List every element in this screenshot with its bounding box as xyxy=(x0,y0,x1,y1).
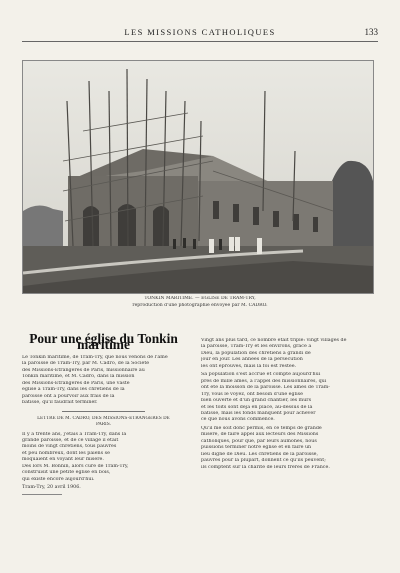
text-line: pauvres pour la plupart, donnent ce qu'ils peuvent; xyxy=(201,458,326,464)
text-line: et peu nombreux, dont les païens se xyxy=(22,450,110,456)
text-line: la paroisse de Tram-Try, par M. Cadro, de la Société xyxy=(22,361,150,367)
text-line: qui existe encore aujourd'hui. xyxy=(22,476,95,482)
dateline: Tram-Try, 20 avril 1906. xyxy=(22,485,81,491)
letter-heading xyxy=(22,416,185,428)
short-rule xyxy=(22,494,62,495)
caption-line: TONKIN MARITIME. — ÉGLISE DE TRAM-TRY, xyxy=(144,296,256,301)
body-paragraph xyxy=(201,372,373,424)
text-line: moquaient en voyant leur misère. xyxy=(22,457,104,463)
text-line: la paroisse, Tram-Try et les environs, grâce à xyxy=(201,344,312,350)
text-line: construisit une petite église en bois, xyxy=(22,470,111,476)
body-paragraph xyxy=(201,426,373,471)
text-line: bâtisse, mais les fonds manquent pour achever xyxy=(201,410,316,416)
church-photo xyxy=(22,60,374,294)
text-line: puissions terminer notre église et en faire un xyxy=(201,445,312,451)
intro-paragraph xyxy=(22,355,185,407)
text-line: misère, de faire appel aux lecteurs des Missions xyxy=(201,432,319,438)
page-header xyxy=(22,27,378,42)
journal-title: LES MISSIONS CATHOLIQUES xyxy=(124,27,276,37)
text-line: Try, vous le voyez, ont besoin d'une église xyxy=(201,391,303,397)
article-title: Pour une église du Tonkin maritime xyxy=(29,331,178,353)
text-line: Dès lors M. Bonnin, alors curé de Tram-Try, xyxy=(22,463,129,469)
right-column xyxy=(201,338,373,473)
body-paragraph xyxy=(22,432,185,484)
text-line: Le Tonkin maritime, de Tram-Try, que nous venons de l'âme xyxy=(22,354,168,360)
church-construction-illustration xyxy=(23,61,373,293)
photo-caption xyxy=(60,296,340,309)
divider xyxy=(62,411,145,412)
text-line: ce que nous avons commencé. xyxy=(201,417,275,423)
page-number: 133 xyxy=(364,27,378,37)
letter-heading-line: PARIS. xyxy=(95,421,111,427)
text-line: Qu'il me soit donc permis, en ce temps de grande xyxy=(201,425,322,431)
text-line: près de mille âmes, à l'appel des missionnaires, qui xyxy=(201,378,327,384)
text-line: Dieu, la population des chrétiens a grandi de xyxy=(201,350,311,356)
text-line: catholiques, pour que, par leurs aumônes, nous xyxy=(201,438,317,444)
text-line: et les toits sont déjà en place, au-dessus de la xyxy=(201,404,313,410)
text-line: Tonkin maritime, et M. Cadro, dans la mission xyxy=(22,374,135,380)
text-line: ils comptent sur la charité de leurs frères de France. xyxy=(201,464,330,470)
text-line: des Missions-Étrangères de Paris, missionnaire au xyxy=(22,367,145,373)
text-line: paroisse ont à pourvoir aux frais de la xyxy=(22,393,115,399)
text-line: jour en jour. Les années de la persécution xyxy=(201,357,303,363)
body-paragraph xyxy=(201,338,373,370)
text-line: Sa population s'est accrue et compte aujourd'hui xyxy=(201,372,321,378)
text-line: moins de vingt chrétiens, tous pauvres xyxy=(22,444,117,450)
text-line: Vingt ans plus tard, ce nombre était triplé: vingt villages de xyxy=(201,338,347,343)
text-line: des Missions-Étrangères de Paris, une vaste xyxy=(22,380,130,386)
letter-heading-line: LETTRE DE M. CADRO, DES MISSIONS-ÉTRANGÈRES DE xyxy=(37,415,170,421)
text-line: église à Tram-Try, dans les chrétiens de la xyxy=(22,387,125,393)
text-line: bâtisse, qu'il faudrait terminer. xyxy=(22,400,98,406)
left-column xyxy=(22,331,185,495)
caption-line: reproduction d'une photographie envoyée par M. CADRO. xyxy=(132,302,268,308)
text-line: les ont éprouvés, mais la foi est restée. xyxy=(201,363,297,369)
text-line: bien ouverte et d'un grand chantier, les murs xyxy=(201,398,312,404)
text-line: ont été la moisson de la paroisse. Les âmes de Tram- xyxy=(201,385,330,391)
text-line: grande paroisse, et de ce village il était xyxy=(22,437,119,443)
text-line: Il y a trente ans, j'étais à Tram-Try, dans la xyxy=(22,431,127,437)
text-line: lieu digne de Dieu. Les chrétiens de la paroisse, xyxy=(201,451,319,457)
